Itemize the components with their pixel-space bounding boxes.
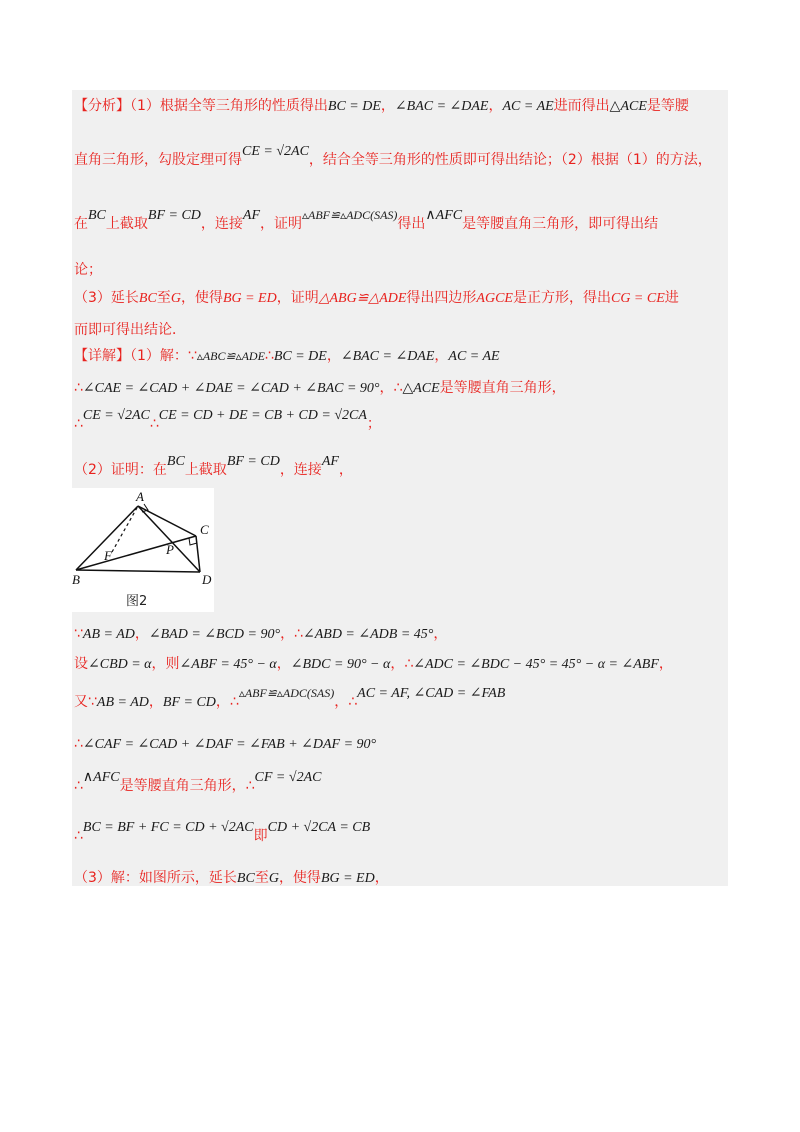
text: ，结合全等三角形的性质即可得出结论；（2）根据（1）的方法， — [308, 152, 712, 168]
text: 是等腰直角三角形，即可得出结 — [462, 216, 659, 232]
text: 是正方形，得出 — [512, 290, 611, 306]
math: BG = ED — [222, 291, 277, 306]
text: ， — [488, 98, 503, 114]
math: AC = AF, ∠CAD = ∠FAB — [357, 686, 506, 701]
text: ，∴ — [390, 656, 414, 672]
text: ∵ — [74, 626, 83, 642]
math: ∠BAC = ∠DAE — [394, 99, 489, 114]
text: 直角三角形，勾股定理可得 — [74, 152, 242, 168]
math: BF = CD — [226, 454, 280, 469]
math: ∠ADC = ∠BDC − 45° = 45° − α = ∠ABF — [413, 657, 659, 672]
math: CF = √2AC — [254, 770, 322, 785]
math: ∠CAF = ∠CAD + ∠DAF = ∠FAB + ∠DAF = 90° — [82, 737, 377, 752]
detail-line-2 — [74, 378, 566, 399]
text: ， — [380, 98, 395, 114]
math: BC — [88, 208, 106, 223]
math: AF — [321, 454, 339, 469]
proof-line-6 — [74, 770, 322, 797]
text: ∴ — [74, 828, 83, 844]
math: BC = BF + FC = CD + √2AC — [82, 820, 254, 835]
text: ， — [658, 656, 673, 672]
math: ∠BDC = 90° − α — [290, 657, 391, 672]
math: ▵ABF≌▵ADC(SAS) — [238, 686, 335, 700]
text: 进而得出 — [553, 98, 610, 114]
segment-bd — [76, 570, 200, 572]
proof-line-2 — [74, 624, 447, 645]
math: △ABG≌△ADE — [318, 291, 407, 306]
math: BC = DE — [273, 349, 327, 364]
text: ，∴ — [215, 694, 239, 710]
text: （2）证明：在 — [74, 462, 167, 478]
text: ， — [433, 626, 448, 642]
text: ，证明 — [276, 290, 319, 306]
text: ∴ — [74, 778, 83, 794]
math: BG = ED — [320, 871, 375, 886]
text: 论； — [74, 262, 102, 278]
analysis-line-5 — [74, 288, 679, 309]
label-d: D — [202, 572, 212, 587]
math: AF — [242, 208, 260, 223]
text: ，∴ — [379, 380, 403, 396]
math: CE = CD + DE = CB + CD = √2CA — [158, 408, 367, 423]
text: ∴ — [74, 736, 83, 752]
text: 在 — [74, 216, 88, 232]
math: CE = √2AC — [82, 408, 150, 423]
text: ； — [366, 416, 381, 432]
text: 而即可得出结论． — [74, 322, 186, 338]
math: △ACE — [609, 99, 647, 114]
analysis-line-6 — [74, 320, 186, 340]
segment-cd — [196, 536, 200, 572]
proof-line-3 — [74, 654, 673, 675]
text: 进 — [664, 290, 679, 306]
text: ∴ — [74, 380, 83, 396]
text: （3）解：如图所示，延长 — [74, 870, 237, 886]
text: ，证明 — [260, 216, 302, 232]
figure-caption: 图2 — [126, 594, 148, 609]
text: 得出四边形 — [406, 290, 477, 306]
geometry-figure — [72, 488, 214, 612]
label-b: B — [72, 572, 80, 587]
math: ∠ABF = 45° − α — [179, 657, 277, 672]
math: AB = AD — [82, 627, 135, 642]
proof-line-1 — [74, 454, 353, 481]
text: 上截取 — [184, 462, 227, 478]
part3-line-1 — [74, 868, 389, 889]
text: ，连接 — [279, 462, 322, 478]
detail-line-3 — [74, 408, 381, 435]
proof-line-5 — [74, 734, 376, 755]
text: ，使得 — [180, 290, 223, 306]
text: 设 — [74, 656, 88, 672]
text: ∴ — [149, 416, 159, 432]
text: 至 — [254, 870, 269, 886]
text: ，∴ — [280, 626, 303, 642]
math: BC — [236, 871, 255, 886]
math: △ACE — [402, 381, 440, 396]
math: ∧AFC — [425, 208, 463, 223]
math: ∠CAE = ∠CAD + ∠DAE = ∠CAD + ∠BAC = 90° — [82, 381, 380, 396]
math: G — [268, 871, 279, 886]
text: ∴ — [264, 348, 274, 364]
math: ▵ABF≌▵ADC(SAS) — [302, 208, 398, 222]
math: BF = CD — [147, 208, 201, 223]
text: 是等腰直角三角形， — [439, 380, 566, 396]
text: ， — [276, 656, 291, 672]
text: ， — [148, 694, 163, 710]
proof-line-4 — [74, 686, 506, 713]
math: AC = AE — [448, 349, 500, 364]
math: BC — [138, 291, 157, 306]
math: AC = AE — [502, 99, 554, 114]
text: 上截取 — [105, 216, 148, 232]
math: AB = AD — [96, 695, 149, 710]
math: ∠ABD = ∠ADB = 45° — [302, 627, 434, 642]
text: 【分析】（1）根据全等三角形的性质得出 — [74, 98, 328, 114]
math: AGCE — [476, 291, 513, 306]
analysis-line-4 — [74, 260, 102, 280]
text: ，则 — [151, 656, 180, 672]
segment-bc — [76, 536, 196, 570]
text: ，使得 — [278, 870, 321, 886]
math: ▵ABC≌▵ADE — [196, 349, 265, 363]
text: 【详解】（1）解：∵ — [74, 348, 197, 364]
analysis-line-2 — [74, 144, 712, 171]
label-p: P — [166, 542, 174, 557]
text: ，∴ — [334, 694, 358, 710]
text: 即 — [253, 828, 268, 844]
math: ∧AFC — [82, 770, 120, 785]
text: 至 — [156, 290, 171, 306]
math: CD + √2CA = CB — [267, 820, 371, 835]
analysis-line-3 — [74, 208, 659, 235]
label-f: F — [104, 548, 112, 563]
triangle-diagram — [72, 488, 214, 592]
text: ，连接 — [200, 216, 243, 232]
math: ∠BAC = ∠DAE — [340, 349, 435, 364]
text: 得出 — [397, 216, 426, 232]
text: ， — [326, 348, 341, 364]
segment-ad — [138, 506, 200, 572]
text: ∴ — [74, 416, 83, 432]
text: （3）延长 — [74, 290, 139, 306]
math: BC — [166, 454, 185, 469]
math: BF = CD — [162, 695, 216, 710]
proof-line-7 — [74, 820, 371, 847]
math: CE = √2AC — [242, 144, 309, 159]
text: 是等腰直角三角形，∴ — [119, 778, 255, 794]
math: G — [170, 291, 181, 306]
text: ， — [134, 626, 149, 642]
math: BC = DE — [327, 99, 381, 114]
analysis-line-1 — [74, 96, 689, 117]
math: ∠CBD = α — [88, 657, 152, 672]
text: ， — [338, 462, 353, 478]
label-c: C — [200, 522, 209, 537]
math: CG = CE — [610, 291, 665, 306]
math: ∠BAD = ∠BCD = 90° — [148, 627, 281, 642]
text: ， — [374, 870, 389, 886]
text: 是等腰 — [646, 98, 689, 114]
text: 又∵ — [74, 694, 97, 710]
label-a: A — [136, 489, 144, 504]
text: ， — [434, 348, 449, 364]
detail-line-1 — [74, 346, 500, 367]
